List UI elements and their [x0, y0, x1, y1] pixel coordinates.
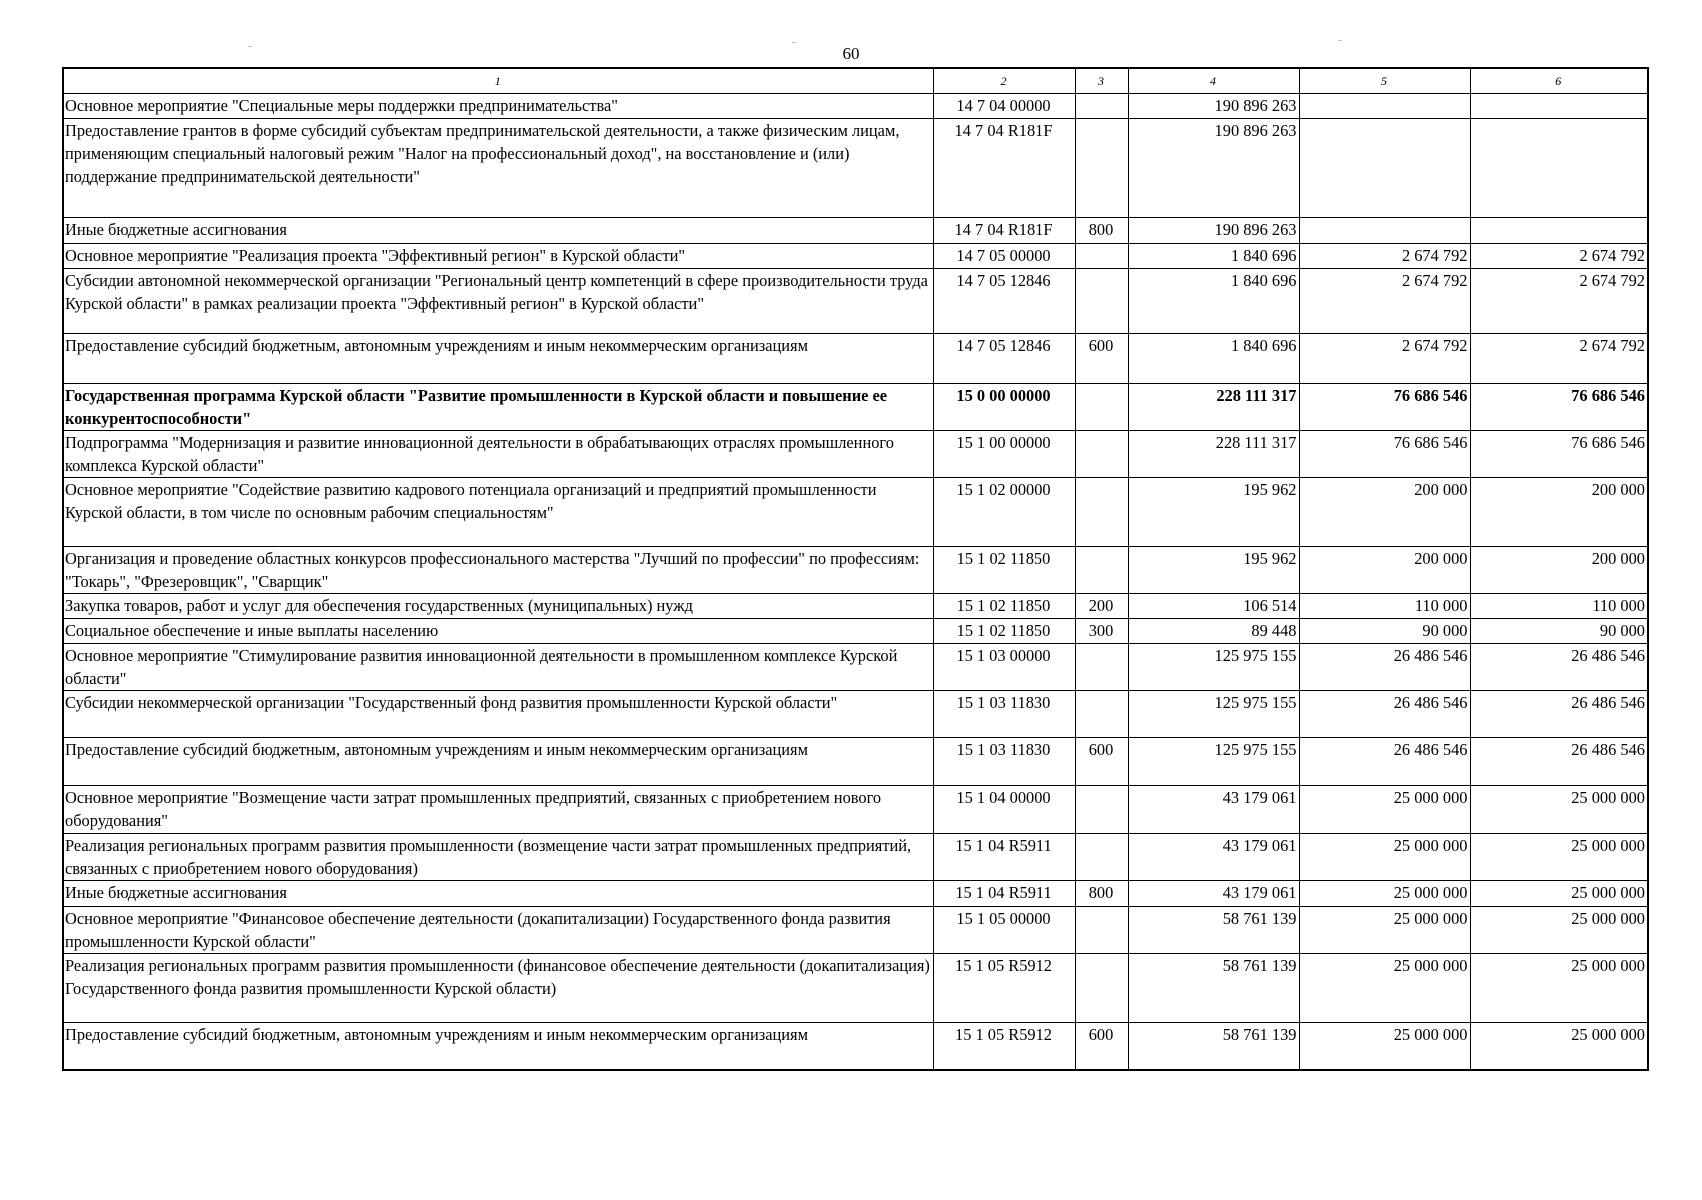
- row-amount-col4-cell: 89 448: [1128, 619, 1299, 644]
- row-amount-col5-cell: 25 000 000: [1299, 954, 1470, 1023]
- row-name-cell: Социальное обеспечение и иные выплаты населению: [63, 619, 933, 644]
- row-expense-type-cell: 800: [1075, 881, 1128, 907]
- row-code-cell: 15 1 02 11850: [933, 619, 1075, 644]
- row-name-cell: Основное мероприятие "Возмещение части затрат промышленных предприятий, связанных с приобретением нового оборудования": [63, 786, 933, 834]
- table-row: [63, 218, 1648, 244]
- row-amount-col4-cell: 1 840 696: [1128, 269, 1299, 334]
- row-amount-col6-cell: 90 000: [1470, 619, 1648, 644]
- table-row: [63, 244, 1648, 269]
- column-header-5: 5: [1299, 68, 1470, 94]
- budget-allocation-table: [62, 67, 1649, 1071]
- row-amount-col6-cell: 25 000 000: [1470, 786, 1648, 834]
- column-number-header-row: [63, 68, 1648, 94]
- row-name-cell: Предоставление грантов в форме субсидий субъектам предпринимательской деятельности, а также физическим лицам, применяющим специальный налоговый режим "Налог на профессиональный доход", на восстановление и (или) поддержание предпринимательской деятельности": [63, 119, 933, 218]
- row-amount-col6-cell: 200 000: [1470, 547, 1648, 594]
- row-amount-col5-cell: 2 674 792: [1299, 334, 1470, 384]
- row-amount-col6-cell: 76 686 546: [1470, 431, 1648, 478]
- row-name-cell: Реализация региональных программ развития промышленности (финансовое обеспечение деятельности (докапитализация) Государственного фонда развития промышленности Курской области): [63, 954, 933, 1023]
- row-name-cell: Государственная программа Курской области "Развитие промышленности в Курской области и повышение ее конкурентоспособности": [63, 384, 933, 431]
- row-amount-col4-cell: 190 896 263: [1128, 94, 1299, 119]
- row-name-cell: Организация и проведение областных конкурсов профессионального мастерства "Лучший по профессии" по профессиям: "Токарь", "Фрезеровщик", "Сварщик": [63, 547, 933, 594]
- table-row: [63, 738, 1648, 786]
- row-amount-col6-cell: [1470, 119, 1648, 218]
- row-name-cell: Закупка товаров, работ и услуг для обеспечения государственных (муниципальных) нужд: [63, 594, 933, 619]
- page-number: 60: [842, 44, 860, 63]
- row-amount-col5-cell: 200 000: [1299, 478, 1470, 547]
- row-amount-col4-cell: 228 111 317: [1128, 431, 1299, 478]
- row-code-cell: 15 1 02 11850: [933, 547, 1075, 594]
- table-row: [63, 1023, 1648, 1071]
- row-name-cell: Предоставление субсидий бюджетным, автономным учреждениям и иным некоммерческим организациям: [63, 738, 933, 786]
- row-expense-type-cell: 200: [1075, 594, 1128, 619]
- scan-artifact: -: [792, 36, 796, 48]
- table-row: [63, 644, 1648, 691]
- table-row: [63, 431, 1648, 478]
- row-code-cell: 15 1 04 R5911: [933, 834, 1075, 881]
- row-code-cell: 14 7 04 R181F: [933, 119, 1075, 218]
- row-expense-type-cell: [1075, 94, 1128, 119]
- table-row: [63, 786, 1648, 834]
- table-row: [63, 384, 1648, 431]
- row-amount-col6-cell: 26 486 546: [1470, 644, 1648, 691]
- row-name-cell: Предоставление субсидий бюджетным, автономным учреждениям и иным некоммерческим организациям: [63, 1023, 933, 1071]
- row-code-cell: 15 1 03 11830: [933, 738, 1075, 786]
- row-code-cell: 15 1 02 00000: [933, 478, 1075, 547]
- table-row: [63, 334, 1648, 384]
- row-expense-type-cell: [1075, 431, 1128, 478]
- row-amount-col5-cell: 26 486 546: [1299, 738, 1470, 786]
- table-row: [63, 269, 1648, 334]
- table-row: [63, 594, 1648, 619]
- row-amount-col4-cell: 106 514: [1128, 594, 1299, 619]
- row-name-cell: Основное мероприятие "Финансовое обеспечение деятельности (докапитализации) Государственного фонда развития промышленности Курской области": [63, 907, 933, 954]
- row-expense-type-cell: [1075, 907, 1128, 954]
- row-amount-col4-cell: 195 962: [1128, 547, 1299, 594]
- row-code-cell: 15 1 04 00000: [933, 786, 1075, 834]
- table-row: [63, 547, 1648, 594]
- row-name-cell: Подпрограмма "Модернизация и развитие инновационной деятельности в обрабатывающих отраслях промышленного комплекса Курской области": [63, 431, 933, 478]
- row-expense-type-cell: [1075, 119, 1128, 218]
- row-amount-col6-cell: 110 000: [1470, 594, 1648, 619]
- row-code-cell: 15 0 00 00000: [933, 384, 1075, 431]
- row-expense-type-cell: 600: [1075, 1023, 1128, 1071]
- row-expense-type-cell: [1075, 384, 1128, 431]
- row-amount-col4-cell: 43 179 061: [1128, 786, 1299, 834]
- row-code-cell: 15 1 05 00000: [933, 907, 1075, 954]
- row-amount-col4-cell: 190 896 263: [1128, 119, 1299, 218]
- row-amount-col6-cell: 2 674 792: [1470, 269, 1648, 334]
- row-amount-col4-cell: 125 975 155: [1128, 738, 1299, 786]
- row-code-cell: 15 1 05 R5912: [933, 1023, 1075, 1071]
- row-amount-col6-cell: 2 674 792: [1470, 244, 1648, 269]
- row-amount-col5-cell: 25 000 000: [1299, 881, 1470, 907]
- table-row: [63, 94, 1648, 119]
- table-row: [63, 478, 1648, 547]
- table-row: [63, 119, 1648, 218]
- row-name-cell: Основное мероприятие "Реализация проекта "Эффективный регион" в Курской области": [63, 244, 933, 269]
- row-name-cell: Субсидии некоммерческой организации "Государственный фонд развития промышленности Курской области": [63, 691, 933, 738]
- row-amount-col4-cell: 125 975 155: [1128, 644, 1299, 691]
- row-amount-col4-cell: 43 179 061: [1128, 881, 1299, 907]
- row-code-cell: 14 7 05 12846: [933, 334, 1075, 384]
- column-header-6: 6: [1470, 68, 1648, 94]
- row-code-cell: 15 1 03 11830: [933, 691, 1075, 738]
- row-expense-type-cell: 300: [1075, 619, 1128, 644]
- row-amount-col6-cell: [1470, 218, 1648, 244]
- row-amount-col6-cell: 200 000: [1470, 478, 1648, 547]
- row-expense-type-cell: [1075, 478, 1128, 547]
- column-header-2: 2: [933, 68, 1075, 94]
- scan-artifact: -: [248, 40, 252, 52]
- row-expense-type-cell: [1075, 269, 1128, 334]
- row-amount-col6-cell: 25 000 000: [1470, 881, 1648, 907]
- row-amount-col5-cell: 25 000 000: [1299, 907, 1470, 954]
- row-code-cell: 14 7 04 00000: [933, 94, 1075, 119]
- row-amount-col6-cell: 2 674 792: [1470, 334, 1648, 384]
- row-amount-col6-cell: 25 000 000: [1470, 834, 1648, 881]
- row-code-cell: 14 7 05 00000: [933, 244, 1075, 269]
- row-amount-col5-cell: 110 000: [1299, 594, 1470, 619]
- column-header-4: 4: [1128, 68, 1299, 94]
- row-amount-col4-cell: 1 840 696: [1128, 334, 1299, 384]
- row-code-cell: 15 1 04 R5911: [933, 881, 1075, 907]
- row-expense-type-cell: [1075, 644, 1128, 691]
- table-row: [63, 834, 1648, 881]
- row-name-cell: Основное мероприятие "Содействие развитию кадрового потенциала организаций и предприятий промышленности Курской области, в том числе по основным рабочим специальностям": [63, 478, 933, 547]
- row-amount-col4-cell: 58 761 139: [1128, 907, 1299, 954]
- row-name-cell: Предоставление субсидий бюджетным, автономным учреждениям и иным некоммерческим организациям: [63, 334, 933, 384]
- row-amount-col4-cell: 125 975 155: [1128, 691, 1299, 738]
- row-amount-col4-cell: 58 761 139: [1128, 1023, 1299, 1071]
- row-amount-col4-cell: 43 179 061: [1128, 834, 1299, 881]
- row-amount-col5-cell: 2 674 792: [1299, 244, 1470, 269]
- row-expense-type-cell: [1075, 786, 1128, 834]
- row-name-cell: Иные бюджетные ассигнования: [63, 881, 933, 907]
- row-name-cell: Основное мероприятие "Специальные меры поддержки предпринимательства": [63, 94, 933, 119]
- row-expense-type-cell: 600: [1075, 334, 1128, 384]
- row-amount-col5-cell: [1299, 94, 1470, 119]
- row-expense-type-cell: [1075, 834, 1128, 881]
- row-name-cell: Иные бюджетные ассигнования: [63, 218, 933, 244]
- row-code-cell: 15 1 02 11850: [933, 594, 1075, 619]
- row-expense-type-cell: [1075, 547, 1128, 594]
- row-code-cell: 15 1 05 R5912: [933, 954, 1075, 1023]
- row-amount-col6-cell: 26 486 546: [1470, 691, 1648, 738]
- row-amount-col5-cell: [1299, 218, 1470, 244]
- row-amount-col5-cell: 2 674 792: [1299, 269, 1470, 334]
- row-amount-col5-cell: 26 486 546: [1299, 644, 1470, 691]
- row-amount-col6-cell: [1470, 94, 1648, 119]
- column-header-1: 1: [63, 68, 933, 94]
- table-row: [63, 954, 1648, 1023]
- row-amount-col5-cell: 76 686 546: [1299, 431, 1470, 478]
- row-amount-col6-cell: 25 000 000: [1470, 907, 1648, 954]
- row-amount-col4-cell: 190 896 263: [1128, 218, 1299, 244]
- row-code-cell: 15 1 00 00000: [933, 431, 1075, 478]
- row-amount-col5-cell: 25 000 000: [1299, 786, 1470, 834]
- table-row: [63, 881, 1648, 907]
- row-expense-type-cell: [1075, 954, 1128, 1023]
- row-amount-col5-cell: 200 000: [1299, 547, 1470, 594]
- row-name-cell: Реализация региональных программ развития промышленности (возмещение части затрат промышленных предприятий, связанных с приобретением нового оборудования): [63, 834, 933, 881]
- row-expense-type-cell: [1075, 691, 1128, 738]
- row-amount-col5-cell: 76 686 546: [1299, 384, 1470, 431]
- row-amount-col5-cell: 25 000 000: [1299, 834, 1470, 881]
- row-expense-type-cell: [1075, 244, 1128, 269]
- row-amount-col6-cell: 76 686 546: [1470, 384, 1648, 431]
- row-name-cell: Субсидии автономной некоммерческой организации "Региональный центр компетенций в сфере производительности труда Курской области" в рамках реализации проекта "Эффективный регион" в Курской области": [63, 269, 933, 334]
- row-code-cell: 15 1 03 00000: [933, 644, 1075, 691]
- table-row: [63, 691, 1648, 738]
- row-amount-col6-cell: 26 486 546: [1470, 738, 1648, 786]
- row-amount-col4-cell: 1 840 696: [1128, 244, 1299, 269]
- row-amount-col5-cell: 25 000 000: [1299, 1023, 1470, 1071]
- row-expense-type-cell: 600: [1075, 738, 1128, 786]
- budget-table-container: [62, 67, 1649, 1071]
- row-amount-col4-cell: 195 962: [1128, 478, 1299, 547]
- row-amount-col4-cell: 228 111 317: [1128, 384, 1299, 431]
- row-name-cell: Основное мероприятие "Стимулирование развития инновационной деятельности в промышленном комплексе Курской области": [63, 644, 933, 691]
- row-amount-col4-cell: 58 761 139: [1128, 954, 1299, 1023]
- scan-artifact: -: [1338, 34, 1342, 46]
- row-amount-col5-cell: 26 486 546: [1299, 691, 1470, 738]
- row-expense-type-cell: 800: [1075, 218, 1128, 244]
- table-row: [63, 907, 1648, 954]
- row-amount-col5-cell: 90 000: [1299, 619, 1470, 644]
- row-code-cell: 14 7 04 R181F: [933, 218, 1075, 244]
- column-header-3: 3: [1075, 68, 1128, 94]
- row-amount-col6-cell: 25 000 000: [1470, 954, 1648, 1023]
- row-amount-col6-cell: 25 000 000: [1470, 1023, 1648, 1071]
- row-amount-col5-cell: [1299, 119, 1470, 218]
- table-row: [63, 619, 1648, 644]
- row-code-cell: 14 7 05 12846: [933, 269, 1075, 334]
